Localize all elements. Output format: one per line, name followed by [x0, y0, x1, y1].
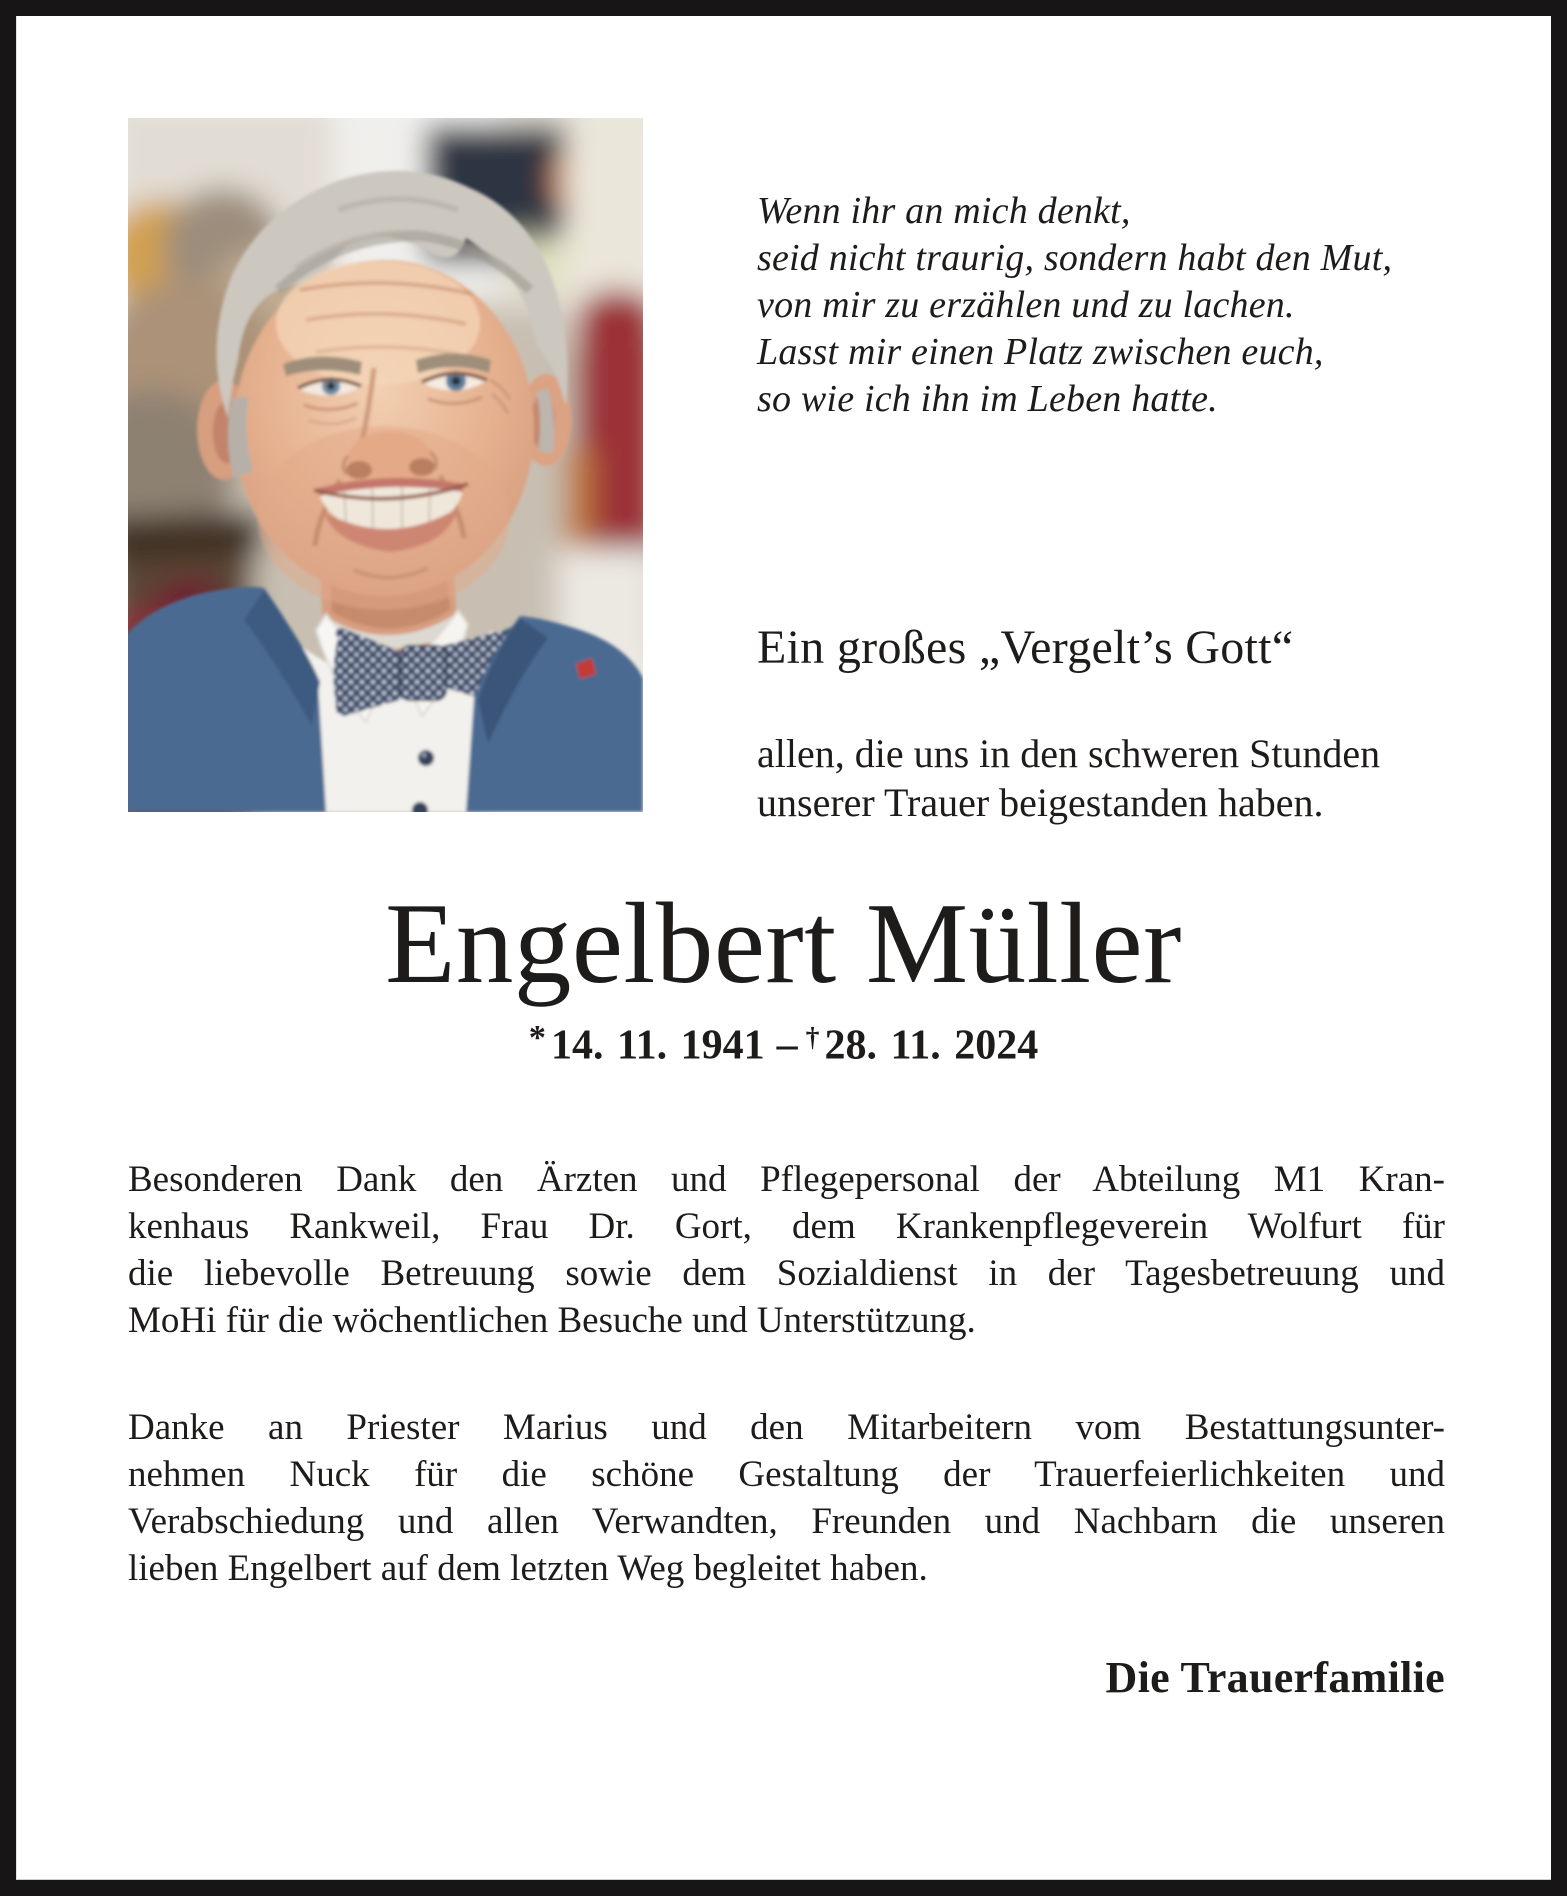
- deceased-name: Engelbert Müller: [385, 880, 1182, 1007]
- paragraph-line: Danke an Priester Marius und den Mitarbeitern vom Bestattungsunter-: [128, 1407, 1445, 1448]
- dates-separator: –: [776, 1022, 798, 1069]
- paragraph-line: Verabschiedung und allen Verwandten, Freunden und Nachbarn die unseren: [128, 1501, 1445, 1542]
- poem-line: Lasst mir einen Platz zwischen euch,: [757, 331, 1324, 373]
- death-date: 28. 11. 2024: [824, 1022, 1039, 1069]
- thanks-paragraph-2: [128, 1404, 1445, 1592]
- thanks-line: allen, die uns in den schweren Stunden: [757, 731, 1381, 776]
- family-signature: Die Trauerfamilie: [1105, 1653, 1445, 1702]
- life-dates: [16, 1012, 1551, 1070]
- poem-line: seid nicht traurig, sondern habt den Mut,: [757, 237, 1393, 279]
- poem-line: Wenn ihr an mich denkt,: [757, 190, 1131, 232]
- poem-line: so wie ich ihn im Leben hatte.: [757, 378, 1218, 420]
- thanks-paragraph-1: [128, 1156, 1445, 1344]
- died-symbol: †: [805, 1021, 820, 1052]
- paragraph-line: kenhaus Rankweil, Frau Dr. Gort, dem Krankenpflegeverein Wolfurt für: [128, 1206, 1445, 1247]
- paragraph-line: nehmen Nuck für die schöne Gestaltung der Trauerfeierlichkeiten und: [128, 1454, 1445, 1495]
- portrait-photo-art: [128, 118, 643, 812]
- obituary-page: [16, 16, 1551, 1880]
- paragraph-line: Besonderen Dank den Ärzten und Pflegepersonal der Abteilung M1 Kran-: [128, 1159, 1445, 1200]
- thanks-text: [757, 729, 1380, 827]
- paragraph-line: die liebevolle Betreuung sowie dem Sozialdienst in der Tagesbetreuung und: [128, 1253, 1445, 1294]
- thanks-heading: Ein großes „Vergelt’s Gott“: [757, 621, 1294, 674]
- paragraph-line: lieben Engelbert auf dem letzten Weg begleitet haben.: [128, 1548, 928, 1589]
- memorial-poem: [757, 188, 1392, 423]
- paragraph-line: MoHi für die wöchentlichen Besuche und Unterstützung.: [128, 1300, 976, 1341]
- birth-date: 14. 11. 1941: [550, 1022, 765, 1069]
- thanks-line: unserer Trauer beigestanden haben.: [757, 780, 1324, 825]
- born-symbol: *: [528, 1018, 546, 1057]
- portrait-photo: [128, 118, 643, 812]
- poem-line: von mir zu erzählen und zu lachen.: [757, 284, 1295, 326]
